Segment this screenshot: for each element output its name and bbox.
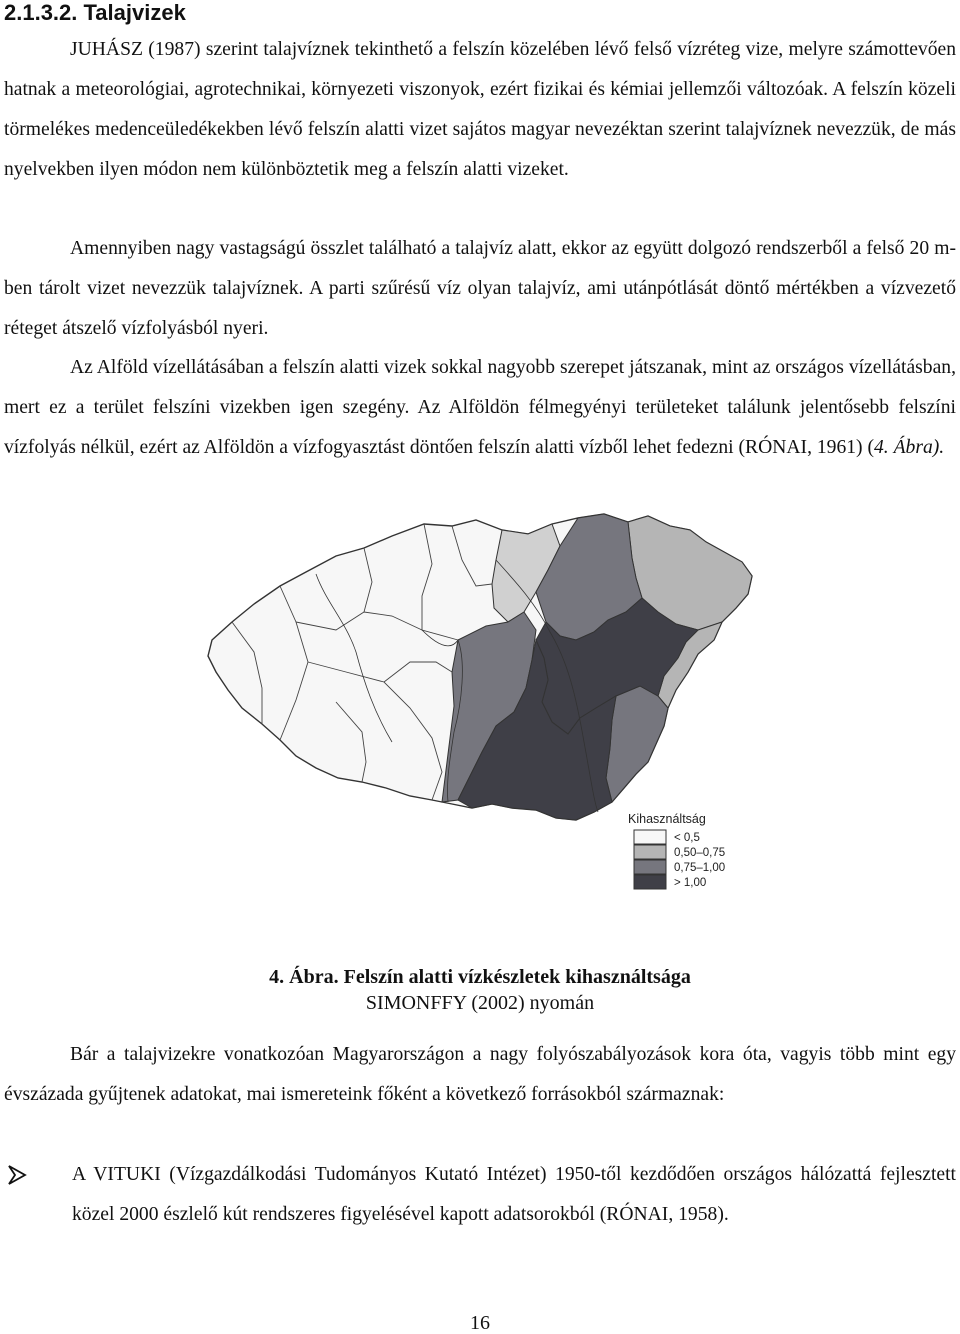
bullet-item-vituki: A VITUKI (Vízgazdálkodási Tudományos Kutató Intézet) 1950-től kezdődően országos hálózattá fejlesztett közel 2000 észlelő kút rendszeres figyelésével kapott adatsorokból (RÓNAI, 1958).	[72, 1164, 956, 1225]
map-legend	[628, 812, 725, 889]
paragraph-1-text: JUHÁSZ (1987) szerint talajvíznek tekinthető a felszín közelében lévő felső vízréteg vize, melyre számottevően hatnak a meteorológiai, agrotechnikai, környezeti viszonyok, ezért fizikai és kémiai jellemzői változóak. A felszín közeli törmelékes medenceüledékekben lévő felszín alatti vizet sajátos magyar nevezéktan szerint talajvíznek nevezzük, de más nyelvekben ilyen módon nem különböztetik meg a felszín alatti vizeket.	[4, 39, 956, 180]
legend-swatch-2	[634, 860, 666, 874]
page-number: 16	[470, 1312, 490, 1334]
arrow-bullet-icon	[6, 1163, 28, 1187]
figure-reference: 4. Ábra).	[874, 437, 945, 458]
figure-caption-title: 4. Ábra. Felszín alatti vízkészletek kihasználtsága	[269, 966, 691, 988]
legend-swatch-3	[634, 875, 666, 889]
groundwater-usage-map	[196, 512, 764, 930]
legend-swatch-1	[634, 845, 666, 859]
paragraph-3	[4, 348, 956, 468]
legend-label-2: 0,75–1,00	[674, 862, 726, 874]
figure-caption-source: SIMONFFY (2002) nyomán	[365, 992, 595, 1014]
legend-label-3: > 1,00	[674, 877, 707, 889]
legend-label-1: 0,50–0,75	[674, 847, 726, 859]
section-heading: 2.1.3.2. Talajvizek	[4, 0, 186, 25]
legend-label-0: < 0,5	[674, 832, 700, 844]
paragraph-2	[4, 229, 956, 349]
bullet-list	[4, 1155, 956, 1235]
paragraph-3-text: Az Alföld vízellátásában a felszín alatti vizek sokkal nagyobb szerepet játszanak, mint az országos vízellátásban, mert ez a terület felszíni vizekben igen szegény. Az Alföldön félmegyényi területeket találunk jelentősebb felszíni vízfolyás nélkül, ezért az Alföldön a vízfogyasztást döntően felszín alatti vízből lehet fedezni (RÓNAI, 1961) (	[4, 357, 956, 458]
legend-swatch-0	[634, 830, 666, 844]
map-region-south-east	[606, 686, 668, 802]
paragraph-4	[4, 1035, 956, 1115]
paragraph-4-text: Bár a talajvizekre vonatkozóan Magyarországon a nagy folyószabályozások kora óta, vagyis több mint egy évszázada gyűjtenek adatokat, mai ismereteink főként a következő forrásokból származnak:	[4, 1044, 956, 1105]
legend-title: Kihasználtság	[628, 812, 706, 826]
paragraph-1	[4, 30, 956, 190]
paragraph-2-text: Amennyiben nagy vastagságú összlet található a talajvíz alatt, ekkor az együtt dolgozó rendszerből a felső 20 m-ben tárolt vizet nevezzük talajvíznek. A parti szűrésű víz olyan talajvíz, ami utánpótlását döntő mértékben a vízvezető réteget átszelő vízfolyásból nyeri.	[4, 238, 956, 339]
